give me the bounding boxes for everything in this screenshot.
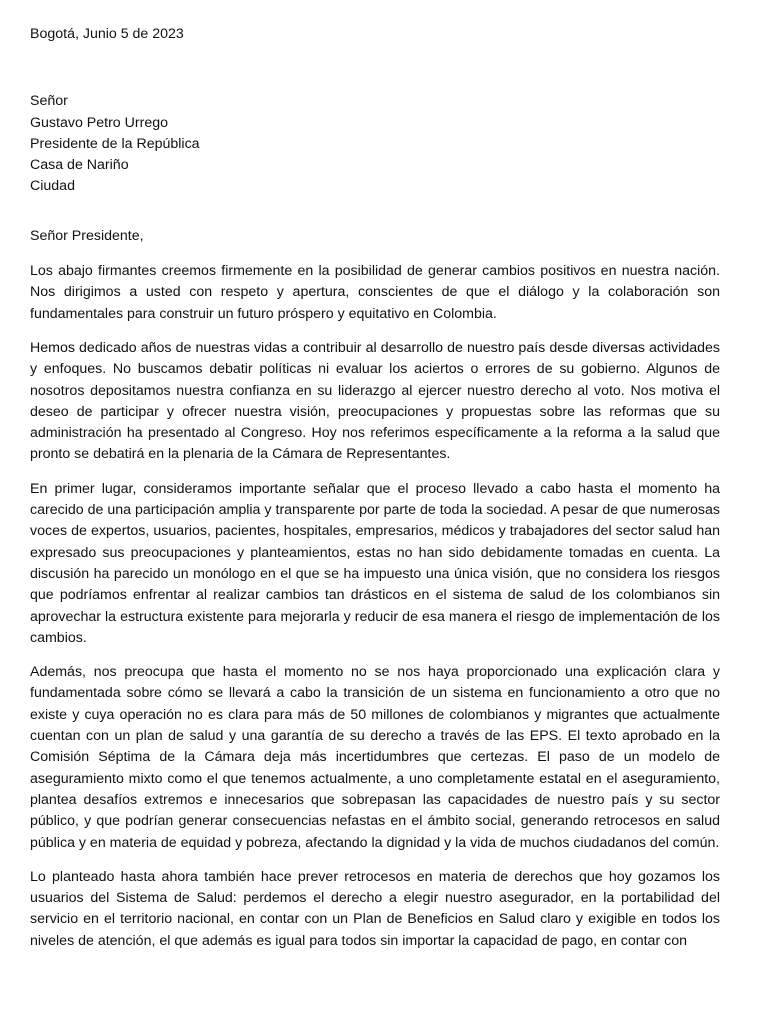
date-line: Bogotá, Junio 5 de 2023 <box>30 26 184 42</box>
salutation: Señor Presidente, <box>30 227 144 244</box>
recipient-title: Presidente de la República <box>30 135 200 152</box>
paragraph-1: Los abajo firmantes creemos firmemente en la posibilidad de generar cambios positivos en nuestra nación. Nos dirigimos a usted con respeto y apertura, conscientes de que el diálogo y la colaboración son fundamentales para construir un futuro próspero y equitativo en Colombia. <box>30 263 720 322</box>
recipient-block <box>30 91 720 197</box>
recipient-honorific: Señor <box>30 93 68 110</box>
recipient-name: Gustavo Petro Urrego <box>30 114 168 131</box>
recipient-place: Casa de Nariño <box>30 157 129 174</box>
paragraph-3: En primer lugar, consideramos importante señalar que el proceso llevado a cabo hasta el momento ha carecido de una participación amplia y transparente por parte de toda la sociedad. A pesar de que numerosas voces de expertos, usuarios, pacientes, hospitales, empresarios, médicos y trabajadores del sector salud han expresado sus preocupaciones y planteamientos, estas no han sido debidamente tomadas en cuenta. La discusión ha parecido un monólogo en el que se ha impuesto una única visión, que no considera los riesgos que podríamos enfrentar al realizar cambios tan drásticos en el sistema de salud de los colombianos sin aprovechar la estructura existente para mejorarla y reducir de esa manera el riesgo de implementación de los cambios. <box>30 480 720 646</box>
paragraph-5: Lo planteado hasta ahora también hace prever retrocesos en materia de derechos que hoy gozamos los usuarios del Sistema de Salud: perdemos el derecho a elegir nuestro asegurador, en la portabilidad del servicio en el territorio nacional, en contar con un Plan de Beneficios en Salud claro y exigible en todos los niveles de atención, el que además es igual para todos sin importar la capacidad de pago, en contar con <box>30 868 720 949</box>
letter-body <box>30 24 720 965</box>
paragraph-4: Además, nos preocupa que hasta el momento no se nos haya proporcionado una explicación clara y fundamentada sobre cómo se llevará a cabo la transición de un sistema en funcionamiento a otro que no existe y cuya operación no es clara para más de 50 millones de colombianos y migrantes que actualmente cuentan con un plan de salud y una garantía de su derecho a través de las EPS. El texto aprobado en la Comisión Séptima de la Cámara deja más incertidumbres que certezas. El paso de un modelo de aseguramiento mixto como el que tenemos actualmente, a uno completamente estatal en el aseguramiento, plantea desafíos extremos e innecesarios que sobrepasan las capacidades de nuestro país y su sector público, y que podrían generar consecuencias nefastas en el ámbito social, generando retrocesos en salud pública y en materia de equidad y pobreza, afectando la dignidad y la vida de muchos ciudadanos del común. <box>30 664 720 851</box>
paragraph-2: Hemos dedicado años de nuestras vidas a contribuir al desarrollo de nuestro país desde diversas actividades y enfoques. No buscamos debatir políticas ni evaluar los aciertos o errores de su gobierno. Algunos de nosotros depositamos nuestra confianza en su liderazgo al ejercer nuestro derecho al voto. Nos motiva el deseo de participar y ofrecer nuestra visión, preocupaciones y propuestas sobre las reformas que su administración ha presentado al Congreso. Hoy nos referimos específicamente a la reforma a la salud que pronto se debatirá en la plenaria de la Cámara de Representantes. <box>30 339 720 463</box>
recipient-city: Ciudad <box>30 178 75 195</box>
